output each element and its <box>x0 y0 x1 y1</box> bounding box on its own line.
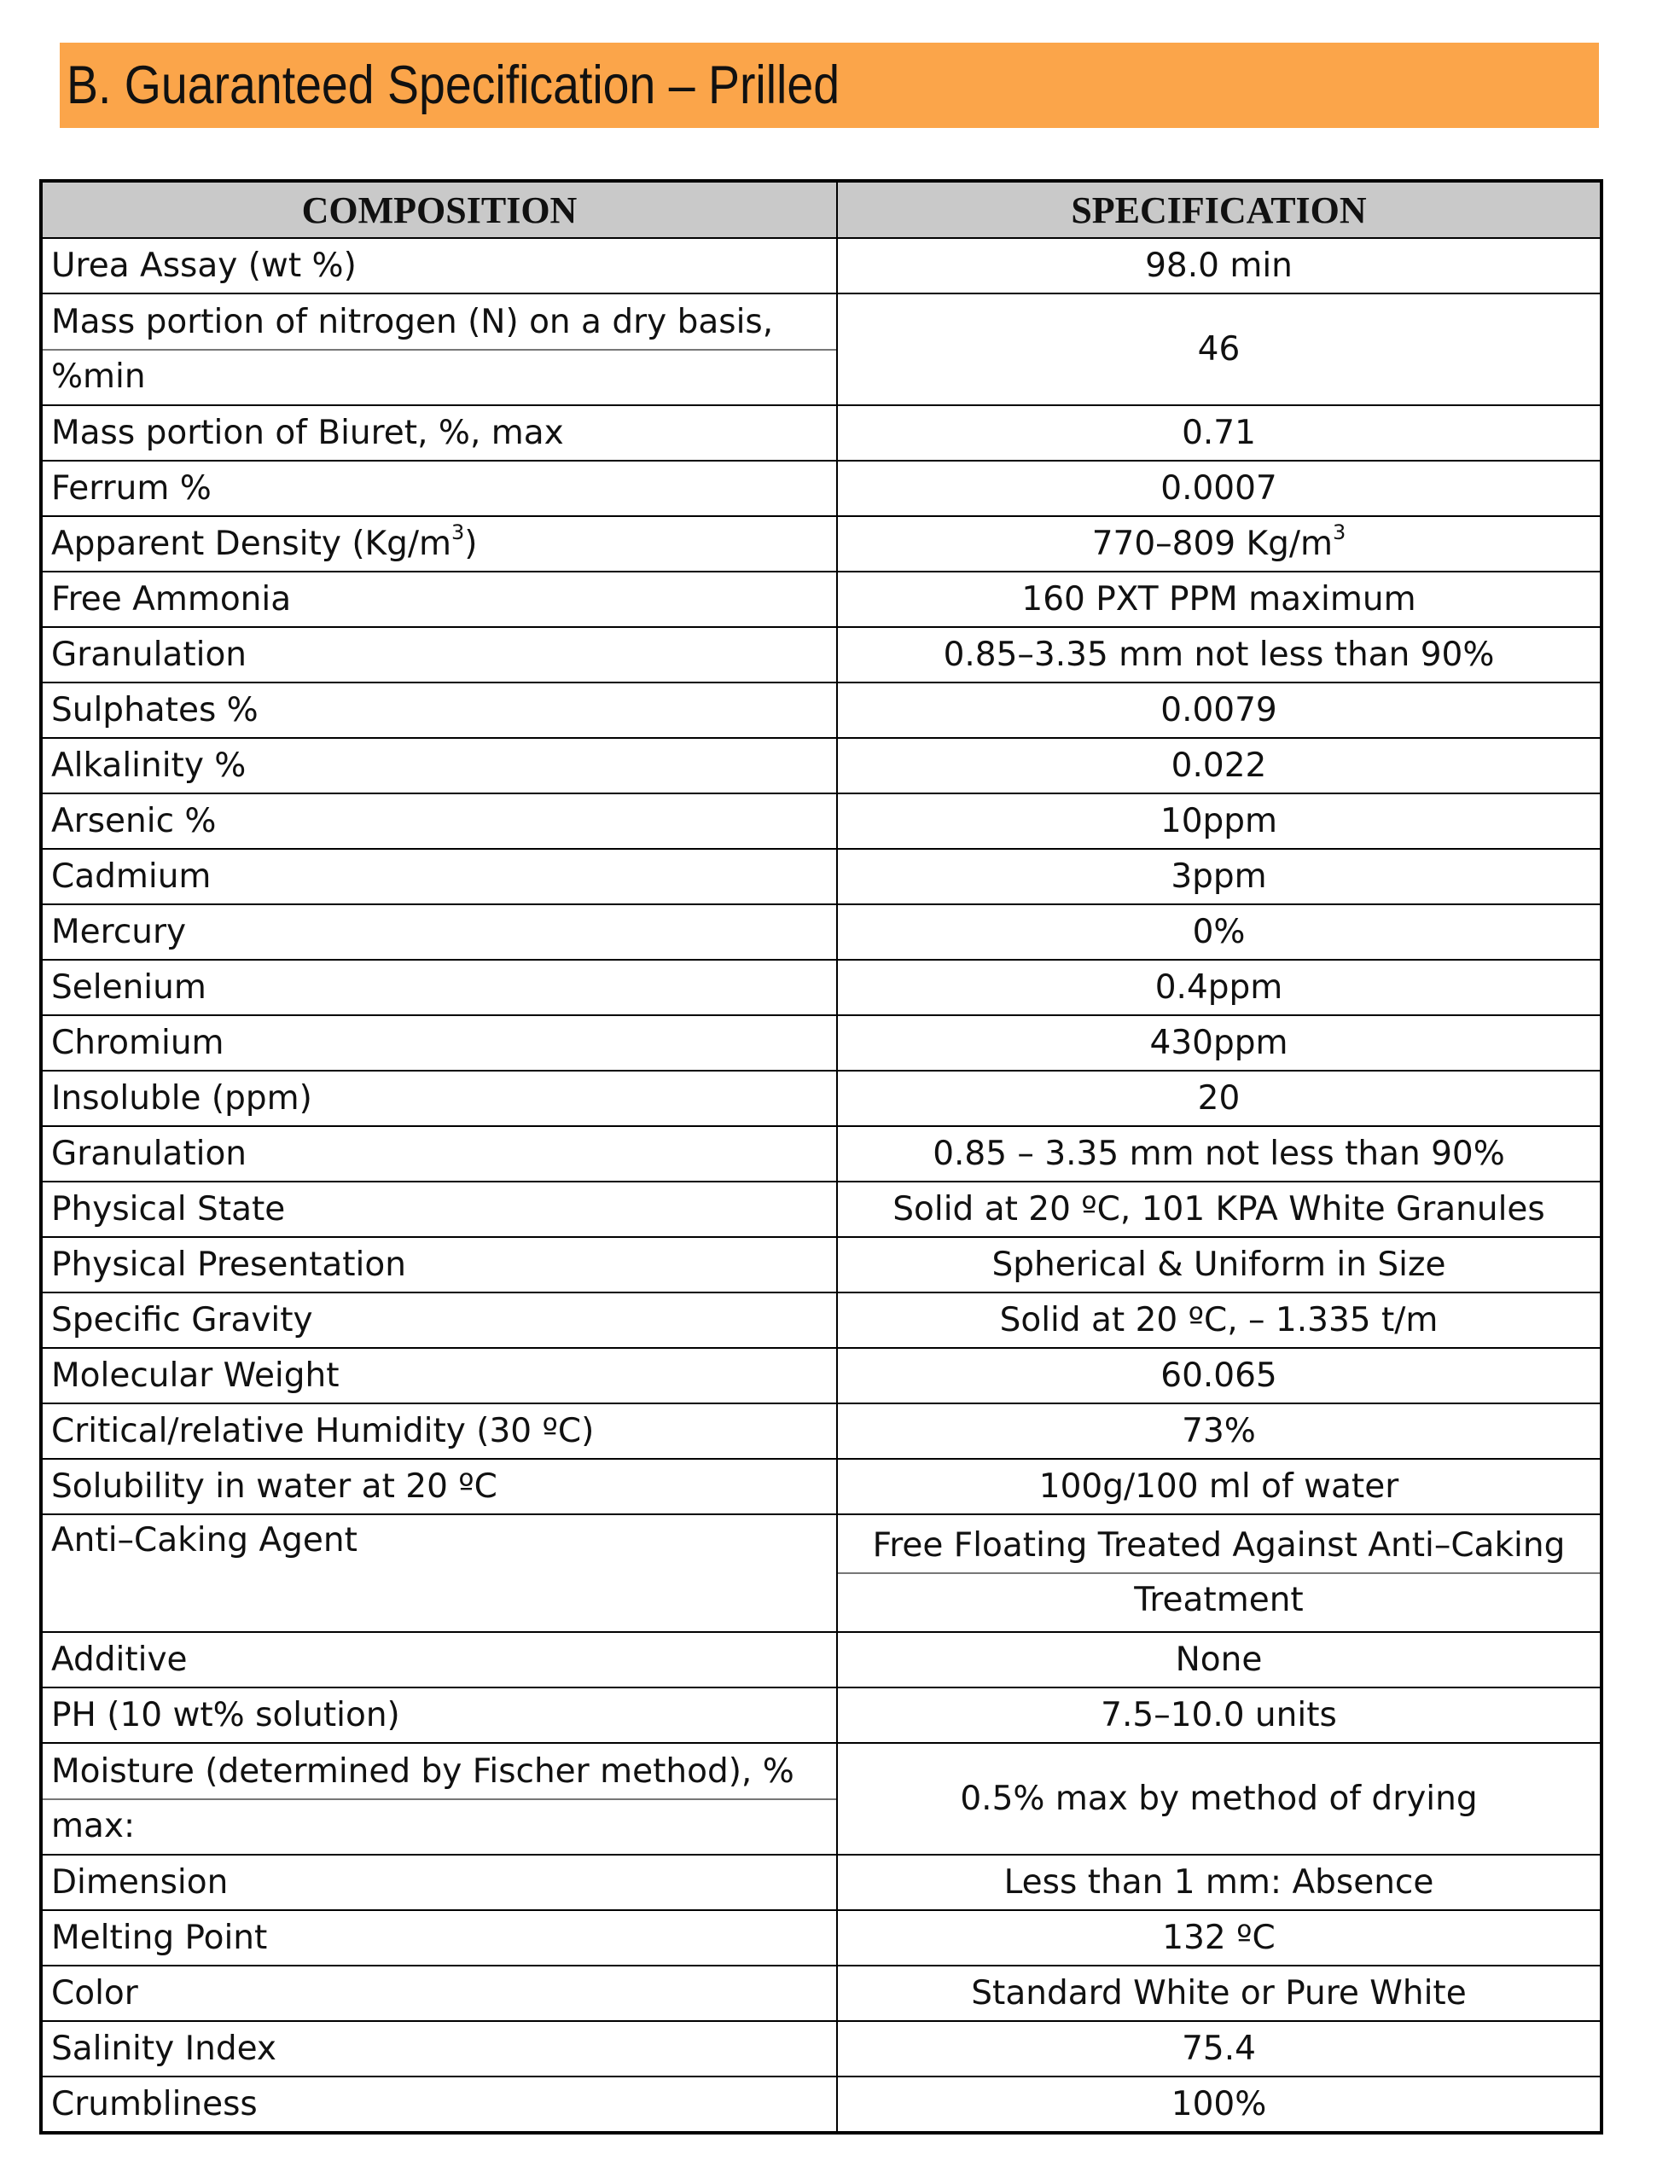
composition-cell <box>41 1743 837 1855</box>
specification-cell: 0.85–3.35 mm not less than 90% <box>837 627 1602 682</box>
specification-cell: 75.4 <box>837 2021 1602 2077</box>
composition-cell: Insoluble (ppm) <box>41 1071 837 1126</box>
specification-cell: 132 ºC <box>837 1910 1602 1966</box>
specification-table <box>39 179 1603 2135</box>
specification-text: 770–809 Kg/m <box>1091 525 1333 563</box>
specification-cell: 0.71 <box>837 405 1602 461</box>
specification-cell: 430ppm <box>837 1015 1602 1071</box>
composition-cell: Ferrum % <box>41 461 837 516</box>
specification-cell: Solid at 20 ºC, – 1.335 t/m <box>837 1292 1602 1348</box>
table-row <box>41 1071 1602 1126</box>
table-row <box>41 738 1602 793</box>
specification-cell: Standard White or Pure White <box>837 1966 1602 2021</box>
specification-cell: 46 <box>837 293 1602 405</box>
specification-cell: 0.022 <box>837 738 1602 793</box>
composition-cell: Granulation <box>41 1126 837 1182</box>
table-row <box>41 1182 1602 1237</box>
composition-cell: Mass portion of Biuret, %, max <box>41 405 837 461</box>
specification-cell: 0.0007 <box>837 461 1602 516</box>
composition-cell <box>41 293 837 405</box>
table-row <box>41 461 1602 516</box>
table-row <box>41 1514 1602 1632</box>
composition-line-2: %min <box>43 349 836 404</box>
specification-cell: 73% <box>837 1403 1602 1459</box>
specification-cell: 20 <box>837 1071 1602 1126</box>
composition-cell: Urea Assay (wt %) <box>41 238 837 293</box>
table-row <box>41 2077 1602 2133</box>
composition-text: Apparent Density (Kg/m <box>51 525 452 563</box>
table-row <box>41 293 1602 405</box>
composition-cell: Cadmium <box>41 849 837 904</box>
composition-cell-split <box>43 296 836 404</box>
table-row <box>41 1743 1602 1855</box>
section-title: B. Guaranteed Specification – Prilled <box>67 55 840 115</box>
composition-cell: Physical State <box>41 1182 837 1237</box>
section-banner <box>60 43 1599 128</box>
specification-cell: 60.065 <box>837 1348 1602 1403</box>
table-row <box>41 904 1602 960</box>
composition-cell: Molecular Weight <box>41 1348 837 1403</box>
specification-line-1: Free Floating Treated Against Anti–Caking <box>872 1526 1566 1565</box>
table-row <box>41 1855 1602 1910</box>
composition-cell: Chromium <box>41 1015 837 1071</box>
table-row <box>41 1687 1602 1743</box>
specification-cell: None <box>837 1632 1602 1687</box>
composition-cell: Critical/relative Humidity (30 ºC) <box>41 1403 837 1459</box>
composition-cell: Dimension <box>41 1855 837 1910</box>
composition-cell: Melting Point <box>41 1910 837 1966</box>
table-row <box>41 1966 1602 2021</box>
specification-cell: Less than 1 mm: Absence <box>837 1855 1602 1910</box>
specification-cell-split <box>838 1519 1600 1627</box>
table-row <box>41 1348 1602 1403</box>
specification-cell: 0% <box>837 904 1602 960</box>
specification-cell: Solid at 20 ºC, 101 KPA White Granules <box>837 1182 1602 1237</box>
composition-cell: Free Ammonia <box>41 572 837 627</box>
specification-cell: 10ppm <box>837 793 1602 849</box>
specification-cell <box>837 1514 1602 1632</box>
specification-cell: 0.0079 <box>837 682 1602 738</box>
composition-cell: Alkalinity % <box>41 738 837 793</box>
table-row <box>41 1237 1602 1292</box>
table-row <box>41 238 1602 293</box>
composition-cell: Selenium <box>41 960 837 1015</box>
specification-cell: 0.5% max by method of drying <box>837 1743 1602 1855</box>
table-row <box>41 627 1602 682</box>
composition-cell: Color <box>41 1966 837 2021</box>
composition-cell: Solubility in water at 20 ºC <box>41 1459 837 1514</box>
table-row <box>41 572 1602 627</box>
composition-cell <box>41 516 837 572</box>
table-row <box>41 2021 1602 2077</box>
composition-cell: Salinity Index <box>41 2021 837 2077</box>
composition-text-suffix: ) <box>464 525 478 563</box>
specification-cell: 160 PXT PPM maximum <box>837 572 1602 627</box>
table-header-row <box>41 181 1602 238</box>
composition-cell: Physical Presentation <box>41 1237 837 1292</box>
table-row <box>41 1292 1602 1348</box>
table-row <box>41 1126 1602 1182</box>
specification-cell: 3ppm <box>837 849 1602 904</box>
composition-cell: Mercury <box>41 904 837 960</box>
composition-cell: Sulphates % <box>41 682 837 738</box>
composition-column-header: COMPOSITION <box>41 181 837 238</box>
composition-cell: Arsenic % <box>41 793 837 849</box>
specification-cell: 100% <box>837 2077 1602 2133</box>
superscript: 3 <box>1332 520 1346 544</box>
composition-line-1: Moisture (determined by Fischer method), % <box>51 1751 794 1791</box>
specification-cell: 100g/100 ml of water <box>837 1459 1602 1514</box>
table-row <box>41 1632 1602 1687</box>
composition-cell: Anti–Caking Agent <box>41 1514 837 1632</box>
specification-cell: Spherical & Uniform in Size <box>837 1237 1602 1292</box>
superscript: 3 <box>451 520 465 544</box>
table-row <box>41 516 1602 572</box>
table-row <box>41 1910 1602 1966</box>
table-row <box>41 405 1602 461</box>
specification-cell: 0.4ppm <box>837 960 1602 1015</box>
specification-cell: 98.0 min <box>837 238 1602 293</box>
composition-cell: Additive <box>41 1632 837 1687</box>
composition-cell: PH (10 wt% solution) <box>41 1687 837 1743</box>
specification-column-header: SPECIFICATION <box>837 181 1602 238</box>
composition-line-1: Mass portion of nitrogen (N) on a dry basis, <box>51 302 774 341</box>
composition-cell: Crumbliness <box>41 2077 837 2133</box>
composition-cell-split <box>43 1745 836 1853</box>
composition-cell: Specific Gravity <box>41 1292 837 1348</box>
table-row <box>41 682 1602 738</box>
table-row <box>41 1403 1602 1459</box>
composition-line-2: max: <box>43 1798 836 1853</box>
specification-cell: 0.85 – 3.35 mm not less than 90% <box>837 1126 1602 1182</box>
specification-cell <box>837 516 1602 572</box>
table-row <box>41 1459 1602 1514</box>
table-row <box>41 960 1602 1015</box>
table-row <box>41 1015 1602 1071</box>
specification-line-2: Treatment <box>838 1572 1600 1627</box>
composition-cell: Granulation <box>41 627 837 682</box>
table-row <box>41 849 1602 904</box>
specification-cell: 7.5–10.0 units <box>837 1687 1602 1743</box>
table-row <box>41 793 1602 849</box>
